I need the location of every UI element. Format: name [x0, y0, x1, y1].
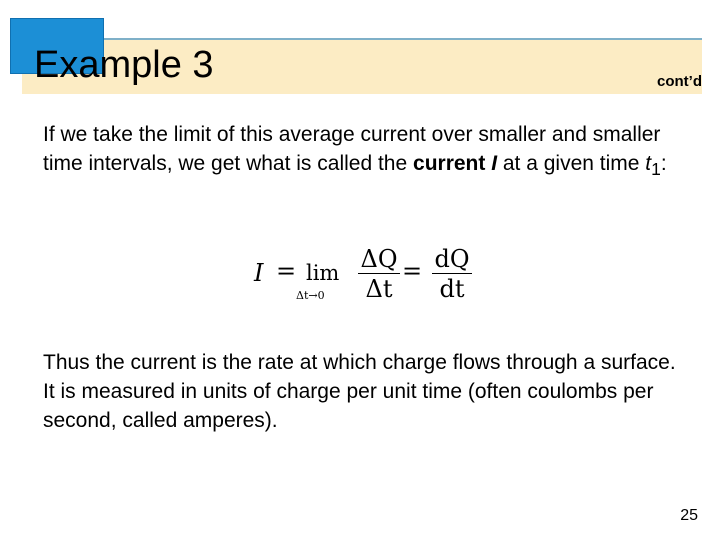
continued-label: cont’d: [657, 73, 702, 90]
formula-fraction-delta: [358, 245, 400, 304]
formula-lhs: I: [254, 259, 264, 287]
frac2-numerator: dQ: [434, 245, 470, 273]
formula-lim: lim: [306, 261, 340, 285]
para1-text-1: If we take the limit of this average current over smaller and smaller time intervals, we get what is called the: [43, 123, 661, 175]
para1-text-2: at a given time: [497, 152, 646, 175]
time-variable: t: [645, 152, 652, 175]
current-word: current: [413, 152, 492, 175]
formula-fraction-derivative: [432, 245, 472, 304]
current-term: [413, 152, 497, 175]
page-number: 25: [680, 507, 698, 524]
formula-equals-2: =: [402, 257, 423, 285]
frac1-numerator: ΔQ: [360, 245, 398, 273]
paragraph-explanation: Thus the current is the rate at which charge flows through a surface. It is measured in units of charge per unit time (often coulombs per second, called amperes).: [43, 351, 676, 432]
formula-lim-subscript: Δt→0: [296, 289, 325, 302]
current-formula: [252, 243, 482, 313]
frac1-denominator: Δt: [365, 275, 393, 303]
formula-equals-1: =: [276, 257, 297, 285]
paragraph-definition: [43, 120, 693, 184]
slide-title: Example 3: [34, 44, 214, 86]
time-subscript: 1: [651, 159, 661, 180]
frac2-denominator: dt: [439, 275, 465, 303]
para1-text-3: :: [660, 152, 667, 175]
current-symbol: I: [491, 152, 498, 175]
